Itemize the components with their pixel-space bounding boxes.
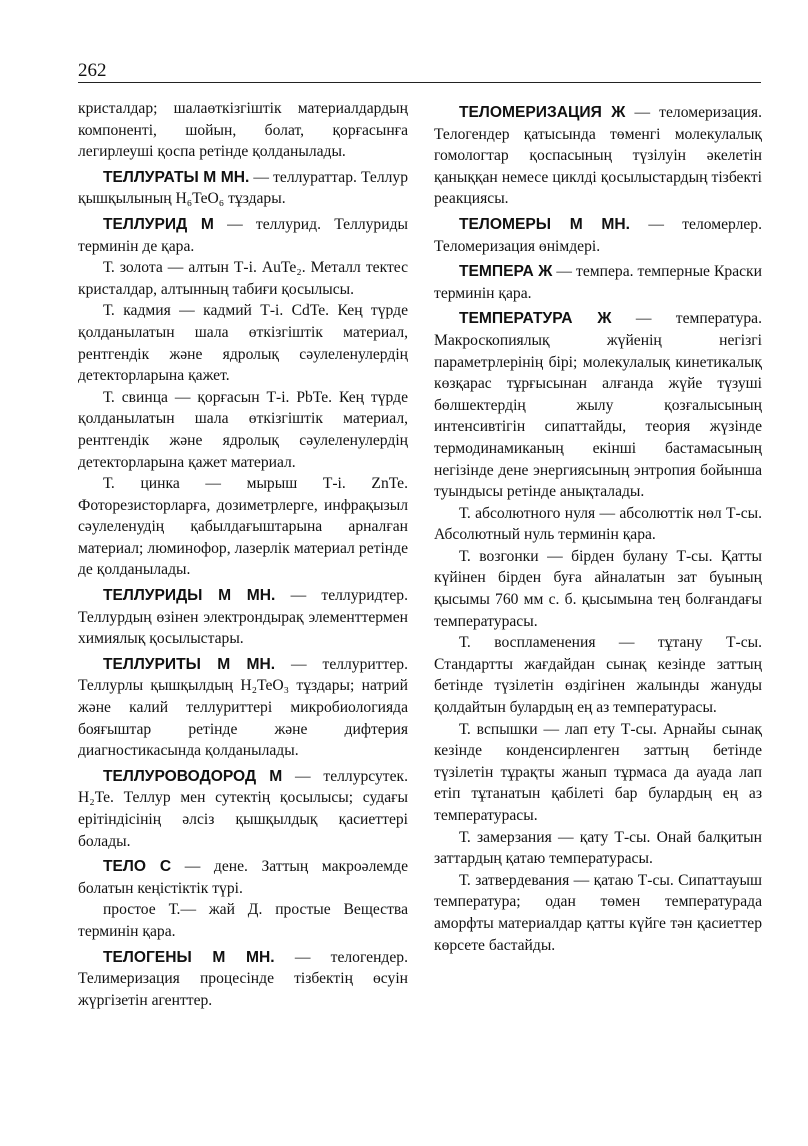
entry-text: — телогендер. Телимеризация процесінде тізбектің өсуін жүргізетін агенттер.	[78, 948, 408, 1009]
dictionary-entry	[434, 102, 762, 210]
dictionary-entry	[78, 585, 408, 650]
entry-text: Т. затвердевания — қатаю Т-сы. Сипаттауыш температура; одан төмен температурада аморфты материалдар қатты күйге тән қасиеттер көрсете бастайды.	[434, 871, 762, 954]
dictionary-entry	[78, 214, 408, 257]
entry-text: Т. кадмия — кадмий Т-і. CdTe. Кең түрде қолданылатын шала өткізгіштік материал, рентгендік және ядролық сәулеленулердің детекторларына қажет.	[78, 302, 408, 385]
entry-headword: ТЕЛОМЕРИЗАЦИЯ Ж	[458, 104, 626, 121]
dictionary-subentry	[434, 870, 762, 956]
dictionary-subentry	[434, 546, 762, 632]
entry-headword: ТЕЛЛУРОВОДОРОД М	[102, 767, 283, 785]
dictionary-subentry	[434, 719, 762, 827]
entry-text: Т. воспламенения — тұтану Т-сы. Стандартты жағдайдан сынақ кезінде заттың бетінде түзілетін өздігінен жалынды жануды қолдайтын булардың ең аз температурасы.	[434, 634, 762, 717]
entry-text: простое Т.— жай Д. простые Вещества терминін қара.	[78, 901, 408, 940]
dictionary-entry	[434, 261, 762, 304]
entry-text: — теллурид. Теллуриды терминін де қара.	[78, 215, 408, 255]
entry-headword: ТЕЛЛУРАТЫ М МН.	[102, 168, 250, 186]
dictionary-entry	[78, 654, 408, 762]
entry-text: Т. цинка — мырыш Т-і. ZnTe. Фоторезисторларға, дозиметрлерге, инфрақызыл сәулеленудің қабылдағыштарына арналған материал; люминофор, лазерлік материал ретінде де қолданылады.	[78, 475, 408, 579]
entry-text: Т. свинца — қорғасын Т-і. PbTe. Кең түрде қолданылатын шала өткізгіштік материал, рентгендік және ядролық сәулеленулердің детекторларына қажет материал.	[78, 388, 408, 471]
entry-text: — темпера. темперные Краски терминін қара.	[434, 263, 762, 302]
entry-text: — теллуридтер. Теллурдың өзінен электрондырақ элементтермен химиялық қосылыстары.	[78, 587, 408, 648]
dictionary-entry	[78, 766, 408, 852]
dictionary-subentry	[78, 98, 408, 163]
entry-text: Т. замерзания — қату Т-сы. Онай балқитын заттардың қатаю температурасы.	[434, 828, 762, 868]
dictionary-subentry	[78, 473, 408, 581]
dictionary-entry	[78, 947, 408, 1012]
page-number: 262	[78, 60, 107, 81]
dictionary-subentry	[78, 899, 408, 942]
left-column	[78, 98, 408, 1011]
entry-headword: ТЕМПЕРАТУРА Ж	[458, 310, 612, 328]
entry-text: Т. золота — алтын Т-і. AuTe₂. Металл тектес кристалдар, алтынның табиғи қосылысы.	[78, 259, 408, 298]
entry-text: — дене. Заттың макроәлемде болатын кеңістіктік түрі.	[78, 858, 409, 897]
dictionary-subentry	[434, 503, 762, 546]
entry-text: Т. вспышки — лап ету Т-сы. Арнайы сынақ кезінде конденсирленген заттың бетінде түзілетін тұрақты жанып тұрмаса да ауада лап етіп тұтанатын қабілеті бар булардың ең аз температурасы.	[434, 720, 762, 824]
entry-text: — теллурсутек. H₂Te. Теллур мен сутектің қосылысы; судағы ерітіндісінің әлсіз қышқылдық қасиеттері болады.	[78, 767, 409, 850]
entry-headword: ТЕЛОГЕНЫ М МН.	[102, 948, 275, 966]
entry-text: Т. абсолютного нуля — абсолюттік нөл Т-сы. Абсолютный нуль терминін қара.	[434, 504, 762, 544]
entry-text: Т. возгонки — бірден булану Т-сы. Қатты күйінен бірден буға айналатын зат буының қысымы 760 мм с. б. қысымына тең болғандағы температурасы.	[434, 547, 762, 630]
dictionary-subentry	[434, 632, 762, 718]
dictionary-entry	[434, 214, 762, 257]
dictionary-subentry	[434, 827, 762, 870]
dictionary-entry	[78, 167, 408, 210]
entry-headword: ТЕЛЛУРИДЫ М МН.	[102, 587, 276, 605]
entry-text: — теломеризация. Телогендер қатысында төменгі молекулалық гомологтар қоспасының түзілуін әкелетін қаныққан немесе циклді қосылыстардың тізбекті реакциясы.	[434, 104, 762, 208]
right-column	[434, 98, 762, 956]
dictionary-subentry	[78, 257, 408, 300]
entry-headword: ТЕЛЛУРИД М	[102, 215, 214, 233]
entry-text: — теллуриттер. Теллурлы қышқылдың H₂TeO₃ тұздары; натрий және калий теллуриттері микробиологияда бояғыштар ретінде және дифтерия диагностикасында қолданылады.	[78, 655, 408, 760]
entry-text: кристалдар; шалаөткізгіштік материалдардың компоненті, шойын, болат, қорғасынға легирлеуші қоспа ретінде қолданылады.	[78, 100, 408, 161]
header-rule	[78, 82, 761, 83]
entry-text: — теломерлер. Теломеризация өнімдері.	[434, 215, 763, 255]
dictionary-entry	[434, 308, 762, 502]
entry-headword: ТЕЛОМЕРЫ М МН.	[458, 215, 631, 233]
entry-headword: ТЕЛО С	[102, 858, 172, 876]
entry-headword: ТЕМПЕРА Ж	[458, 263, 553, 281]
dictionary-subentry	[78, 300, 408, 386]
dictionary-entry	[78, 856, 408, 899]
entry-headword: ТЕЛЛУРИТЫ М МН.	[102, 655, 276, 673]
dictionary-subentry	[78, 387, 408, 473]
entry-text: — температура. Макроскопиялық жүйенің негізгі параметрлерінің бірі; молекулалық кинетикалық көзқарас тұрғысынан алғанда жүйе түзуші бөлшектердің жылу қозғалысының интенсивтігін сипаттайды, теория жүзінде термодинамиканың екінші бастамасының негізінде дене энергиясының энтропия бойынша туындысы ретінде анықталады.	[434, 310, 762, 501]
entry-text: — теллураттар. Теллур қышқылының H₆TeO₆ тұздары.	[78, 168, 408, 208]
